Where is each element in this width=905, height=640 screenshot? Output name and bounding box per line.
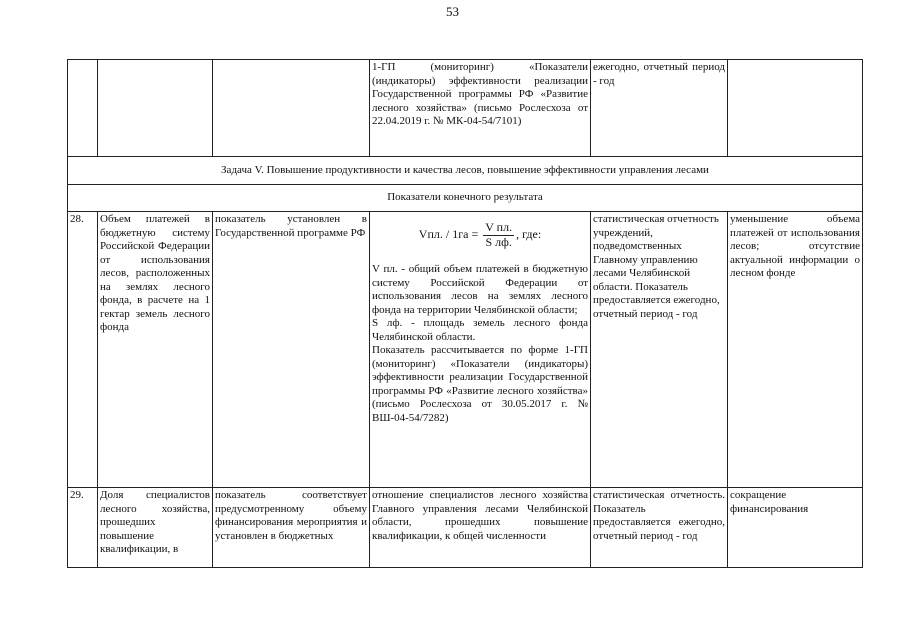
indicators-table [67, 59, 863, 568]
cell-name: Доля специалистов лесного хозяйства, прошедших повышение квалификации, в [98, 488, 213, 568]
cell-method [370, 212, 591, 488]
cell-num [68, 60, 98, 157]
cell-factors [728, 60, 863, 157]
cell-basis [213, 60, 370, 157]
formula-tail: , где: [516, 226, 542, 241]
task-heading-row [68, 157, 863, 185]
cell-basis: показатель установлен в Государственной программе РФ [213, 212, 370, 488]
table-row [68, 60, 863, 157]
formula-denominator: S лф. [485, 234, 512, 249]
cell-name: Объем платежей в бюджетную систему Российской Федерации от использования лесов, расположенных на землях лесного фонда, в расчете на 1 гектар земель лесного фонда [98, 212, 213, 488]
cell-source: статистическая отчетность учреждений, подведомственных Главному управлению лесами Челябинской области. Показатель предоставляется ежегодно, отчетный период - год [591, 212, 728, 488]
cell-name [98, 60, 213, 157]
subheading: Показатели конечного результата [68, 185, 863, 212]
table-row [68, 212, 863, 488]
cell-factors: сокращение финансирования [728, 488, 863, 568]
definition-v: V пл. - общий объем платежей в бюджетную систему Российской Федерации от использования лесов на землях лесного фонда на территории Челябинской области; [372, 263, 588, 316]
calculation-note: Показатель рассчитывается по форме 1-ГП (мониторинг) «Показатели (индикаторы) эффективности реализации Государственной программы РФ «Развитие лесного хозяйства» (письмо Рослесхоза от 30.05.2017 г. № ВШ-04-54/7282) [372, 344, 588, 424]
formula [372, 213, 588, 263]
cell-basis: показатель соответствует предусмотренному объему финансирования мероприятия и установлен в бюджетных [213, 488, 370, 568]
cell-factors: уменьшение объема платежей от использования лесов; отсутствие актуальной информации о лесном фонде [728, 212, 863, 488]
formula-left: Vпл. / 1га = [418, 226, 479, 241]
cell-num: 28. [68, 212, 98, 488]
cell-source: статистическая отчетность. Показатель предоставляется ежегодно, отчетный период - год [591, 488, 728, 568]
definition-s: S лф. - площадь земель лесного фонда Челябинской области. [372, 317, 588, 343]
cell-num: 29. [68, 488, 98, 568]
table-row [68, 488, 863, 568]
formula-numerator: V пл. [485, 220, 513, 234]
cell-method: 1-ГП (мониторинг) «Показатели (индикаторы) эффективности реализации Государственной программы РФ «Развитие лесного хозяйства» (письмо Рослесхоза от 22.04.2019 г. № МК-04-54/7101) [370, 60, 591, 157]
cell-source: ежегодно, отчетный период - год [591, 60, 728, 157]
subheading-row [68, 185, 863, 212]
formula-fraction [483, 221, 514, 249]
cell-method: отношение специалистов лесного хозяйства Главного управления лесами Челябинской области, прошедших повышение квалификации, к общей численности [370, 488, 591, 568]
task-heading: Задача V. Повышение продуктивности и качества лесов, повышение эффективности управления лесами [68, 157, 863, 185]
page-number: 53 [446, 4, 459, 19]
